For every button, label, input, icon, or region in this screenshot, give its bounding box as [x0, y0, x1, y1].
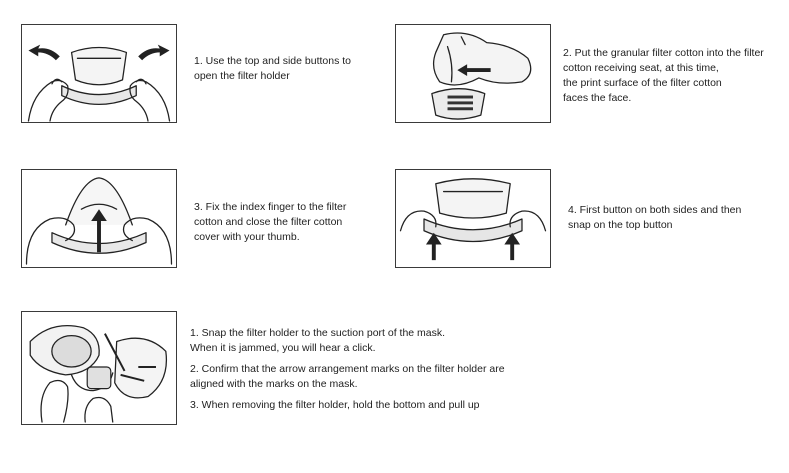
caption-line: the print surface of the filter cotton	[563, 77, 722, 89]
attach-item-3	[190, 398, 505, 413]
caption-line: 1. Snap the filter holder to the suction port of the mask.	[190, 327, 446, 339]
attach-item-1	[190, 326, 505, 356]
caption-line: cotton and close the filter cotton	[194, 216, 343, 228]
step-2-illustration	[395, 24, 551, 123]
attach-illustration	[21, 311, 177, 425]
caption-line: 1. Use the top and side buttons to	[194, 55, 352, 67]
caption-line: 3. Fix the index finger to the filter	[194, 201, 347, 213]
step-1-caption	[194, 54, 351, 84]
caption-line: When it is jammed, you will hear a click.	[190, 342, 376, 354]
caption-line: faces the face.	[563, 92, 632, 104]
caption-line: aligned with the marks on the mask.	[190, 378, 358, 390]
caption-line: cotton receiving seat, at this time,	[563, 62, 719, 74]
step-4-illustration	[395, 169, 551, 268]
attach-caption	[190, 326, 505, 419]
caption-line: 2. Confirm that the arrow arrangement marks on the filter holder are	[190, 363, 505, 375]
step-3-illustration	[21, 169, 177, 268]
caption-line: 3. When removing the filter holder, hold the bottom and pull up	[190, 399, 480, 411]
caption-line: cover with your thumb.	[194, 231, 300, 243]
step-3-caption	[194, 200, 346, 245]
caption-line: open the filter holder	[194, 70, 290, 82]
attach-item-2	[190, 362, 505, 392]
step-4-caption	[568, 203, 741, 233]
step-2-caption	[563, 46, 764, 106]
caption-line: snap on the top button	[568, 219, 673, 231]
caption-line: 2. Put the granular filter cotton into the filter	[563, 47, 764, 59]
step-1-illustration	[21, 24, 177, 123]
caption-line: 4. First button on both sides and then	[568, 204, 742, 216]
